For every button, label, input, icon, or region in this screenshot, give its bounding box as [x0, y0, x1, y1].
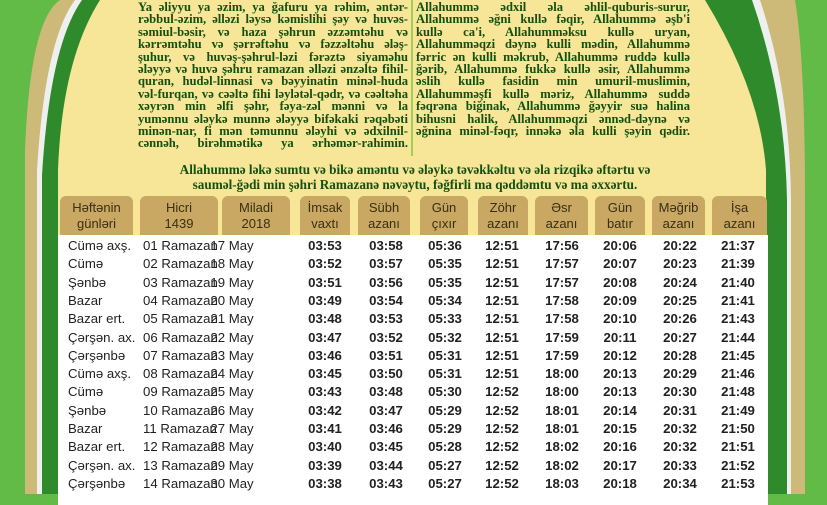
imsak-cell: 03:40	[308, 439, 342, 455]
column-header	[222, 196, 290, 235]
imsak-cell: 03:41	[308, 421, 342, 436]
dua-line: Allahummə ədxil əla əhlil-quburis-surur,	[416, 0, 690, 14]
asr-cell: 18:02	[545, 439, 579, 455]
hijri-date-cell: 09 Ramazan	[143, 384, 218, 400]
sunset-cell: 20:14	[603, 402, 637, 418]
column-header-line: günləri	[76, 215, 117, 231]
zohr-cell: 12:52	[485, 457, 519, 473]
zohr-cell: 12:52	[485, 402, 519, 418]
asr-cell: 18:01	[545, 402, 579, 418]
sunrise-cell: 05:35	[428, 274, 462, 290]
imsak-cell: 03:53	[308, 238, 342, 253]
table-header	[58, 196, 768, 235]
isha-cell: 21:46	[721, 366, 755, 382]
zohr-cell: 12:52	[485, 475, 519, 491]
table-row	[58, 347, 768, 365]
isha-cell: 21:51	[721, 439, 755, 455]
dua-line: Allahumməqzi dəynə kulli mədin, Allahummə	[416, 37, 690, 52]
sunrise-cell: 05:29	[428, 402, 462, 418]
zohr-cell: 12:51	[485, 256, 519, 272]
isha-cell: 21:39	[721, 256, 755, 272]
hijri-date-cell: 10 Ramazan	[143, 402, 218, 418]
imsak-cell: 03:49	[308, 292, 342, 308]
dua-line: quran, hudəl-linnasi və bəyyinatin minəl-huda	[138, 74, 408, 89]
dua-line: əğnina minəl-fəqr, innəkə əla kulli şəyin qədir.	[416, 124, 690, 139]
weekday-cell: Çərşən. ax.	[68, 457, 136, 473]
column-header-line: 2018	[241, 215, 271, 231]
dua-line: əslih kullə fasidin min umuril-muslimin,	[416, 74, 690, 89]
gregorian-date-cell: 20 May	[210, 292, 254, 308]
sunset-cell: 20:12	[603, 347, 637, 363]
table-body	[58, 235, 768, 505]
table-row	[58, 383, 768, 401]
asr-cell: 18:02	[545, 457, 579, 473]
isha-cell: 21:50	[721, 421, 755, 436]
sunrise-cell: 05:28	[428, 439, 462, 455]
sunrise-cell: 05:27	[428, 475, 462, 491]
imsak-cell: 03:52	[308, 256, 342, 272]
table-row	[58, 274, 768, 292]
hijri-date-cell: 12 Ramazan	[143, 439, 218, 455]
maghrib-cell: 20:29	[663, 366, 697, 382]
maghrib-cell: 20:23	[663, 256, 697, 272]
sunrise-cell: 05:36	[428, 238, 462, 253]
table-row	[58, 438, 768, 456]
asr-cell: 17:58	[545, 311, 579, 327]
column-header-line: batır	[606, 215, 633, 231]
column-header-line: Zöhr	[489, 199, 517, 215]
weekday-cell: Bazar ert.	[68, 439, 126, 455]
sunrise-cell: 05:30	[428, 384, 462, 400]
sunrise-cell: 05:34	[428, 292, 462, 308]
column-header	[478, 196, 528, 235]
subh-cell: 03:54	[369, 292, 403, 308]
sunrise-cell: 05:35	[428, 256, 462, 272]
dua-line: vəl-furqan, və cəəltə fihi ləylətəl-qədr, və cəəltəha	[138, 86, 408, 101]
hijri-date-cell: 06 Ramazan	[143, 329, 218, 345]
imsak-cell: 03:43	[308, 384, 342, 400]
column-header-line: Sübh	[368, 199, 400, 215]
sunset-cell: 20:18	[603, 475, 637, 491]
subh-cell: 03:56	[369, 274, 403, 290]
weekday-cell: Şənbə	[68, 274, 107, 290]
maghrib-cell: 20:25	[663, 292, 697, 308]
imsak-cell: 03:42	[308, 402, 342, 418]
isha-cell: 21:37	[721, 238, 755, 253]
dua-line: yumənnu ələykə munnə ələyyə bifəkaki rəqəbəti	[138, 111, 408, 126]
weekday-cell: Bazar	[68, 292, 103, 308]
imsak-cell: 03:47	[308, 329, 342, 345]
hijri-date-cell: 03 Ramazan	[143, 274, 218, 290]
weekday-cell: Bazar ert.	[68, 311, 126, 327]
dua-line: şuhur, və huvəş-şəhrul-ləzi fərəztə siyaməhu	[138, 49, 408, 64]
isha-cell: 21:52	[721, 457, 755, 473]
dua-line: bihusni halik, Allahumməqzi ənnəd-dəynə və	[416, 111, 690, 126]
isha-cell: 21:40	[721, 274, 755, 290]
sunrise-cell: 05:29	[428, 421, 462, 436]
zohr-cell: 12:52	[485, 384, 519, 400]
dua-line: fəqrəna biğinak, Allahummə ğəyyir suə halina	[416, 99, 690, 114]
dua-line: rəbbul-əzim, əlləzi ləysə kəmislihi şəy və huvəs-	[138, 12, 408, 27]
asr-cell: 18:00	[545, 384, 579, 400]
column-header-line: İşa	[730, 199, 749, 215]
zohr-cell: 12:51	[485, 274, 519, 290]
maghrib-cell: 20:33	[663, 457, 697, 473]
column-header-line: azanı	[368, 215, 400, 231]
isha-cell: 21:44	[721, 329, 755, 345]
dua-line: minən-nar, fi mən təmunnu ələyhi və ədxilnil-	[138, 124, 408, 139]
imsak-cell: 03:51	[308, 274, 342, 290]
maghrib-cell: 20:32	[663, 439, 697, 455]
sunrise-cell: 05:31	[428, 347, 462, 363]
column-header-line: İmsak	[307, 199, 343, 215]
sunset-cell: 20:13	[603, 366, 637, 382]
gregorian-date-cell: 17 May	[210, 238, 254, 253]
column-header-line: Miladi	[239, 199, 273, 215]
gregorian-date-cell: 25 May	[210, 384, 254, 400]
maghrib-cell: 20:22	[663, 238, 697, 253]
column-header	[652, 196, 705, 235]
subh-cell: 03:50	[369, 366, 403, 382]
column-header	[712, 196, 767, 235]
zohr-cell: 12:51	[485, 347, 519, 363]
weekday-cell: Çərşənbə	[68, 347, 126, 363]
weekday-cell: Bazar	[68, 421, 103, 436]
zohr-cell: 12:51	[485, 238, 519, 253]
subh-cell: 03:44	[369, 457, 403, 473]
weekday-cell: Cümə	[68, 256, 104, 272]
isha-cell: 21:48	[721, 384, 755, 400]
column-header	[420, 196, 468, 235]
hijri-date-cell: 13 Ramazan	[143, 457, 218, 473]
subh-cell: 03:57	[369, 256, 403, 272]
sunset-cell: 20:06	[603, 238, 637, 253]
weekday-cell: Çərşən. ax.	[68, 329, 136, 345]
dua-line: fərric ən kulli məkrub, Allahummə ruddə kullə	[416, 49, 690, 64]
weekday-cell: Şənbə	[68, 402, 107, 418]
column-header-line: azanı	[545, 215, 578, 231]
dua-line: ğərib, Allahummə fukkə kullə əsir, Allahummə	[416, 62, 690, 77]
asr-cell: 18:03	[545, 475, 579, 491]
dua-right-paragraph	[416, 1, 690, 137]
asr-cell: 18:01	[545, 421, 579, 436]
subh-cell: 03:52	[369, 329, 403, 345]
weekday-cell: Cümə axş.	[68, 238, 132, 253]
weekday-cell: Cümə axş.	[68, 366, 132, 382]
dua-left-paragraph	[138, 1, 408, 150]
column-header-line: Əsr	[551, 199, 572, 215]
gregorian-date-cell: 19 May	[210, 274, 254, 290]
table-row	[58, 237, 768, 255]
imsak-cell: 03:45	[308, 366, 342, 382]
column-header	[300, 196, 350, 235]
column-header-line: Hicri	[166, 199, 192, 215]
sunset-cell: 20:13	[603, 384, 637, 400]
divider	[411, 0, 413, 156]
sunrise-cell: 05:27	[428, 457, 462, 473]
subh-cell: 03:47	[369, 402, 403, 418]
sunset-cell: 20:09	[603, 292, 637, 308]
maghrib-cell: 20:26	[663, 311, 697, 327]
column-header-line: çıxır	[431, 215, 457, 231]
hijri-date-cell: 01 Ramazan	[143, 238, 218, 253]
column-header-line: Gün	[431, 199, 457, 215]
column-header	[358, 196, 410, 235]
dua-line: kərrəmtəhu və şərrəftəhu və fəzzəltəhu ələş-	[138, 37, 408, 52]
isha-cell: 21:45	[721, 347, 755, 363]
zohr-cell: 12:51	[485, 311, 519, 327]
column-header-line: 1439	[164, 215, 194, 231]
column-header	[140, 196, 218, 235]
subh-cell: 03:48	[369, 384, 403, 400]
zohr-cell: 12:51	[485, 366, 519, 382]
column-header-line: Həftənin	[72, 199, 121, 215]
iftar-dua-line: Allahummə ləkə sumtu və bikə aməntu və ələykə təvəkkəltu və əla rizqikə əftərtu və	[179, 162, 651, 177]
prayer-times-table	[58, 196, 768, 491]
dua-line: ələyyə və huvə şəhru ramazan əlləzi ənzəltə fihil-	[138, 62, 408, 77]
sunrise-cell: 05:32	[428, 329, 462, 345]
hijri-date-cell: 04 Ramazan	[143, 292, 218, 308]
column-header-line: vaxtı	[311, 215, 339, 231]
table-row	[58, 457, 768, 475]
gregorian-date-cell: 26 May	[210, 402, 254, 418]
maghrib-cell: 20:32	[663, 421, 697, 436]
sunset-cell: 20:07	[603, 256, 637, 272]
sunset-cell: 20:11	[603, 329, 637, 345]
table-row	[58, 420, 768, 438]
maghrib-cell: 20:34	[663, 475, 697, 491]
column-header-line: Məğrib	[658, 199, 699, 215]
imsak-cell: 03:48	[308, 311, 342, 327]
subh-cell: 03:46	[369, 421, 403, 436]
iftar-dua-line: sauməl-ğədi min şəhri Ramazanə nəvəytu, fəğfirli ma qəddəmtu və ma əxxərtu.	[192, 176, 638, 192]
table-row	[58, 255, 768, 273]
gregorian-date-cell: 18 May	[210, 256, 254, 272]
dua-line: cənnəh, birəhmətikə ya ərhəmər-rahimin.	[138, 136, 408, 151]
sunset-cell: 20:10	[603, 311, 637, 327]
column-header-line: Gün	[607, 199, 633, 215]
column-header-line: azanı	[723, 215, 756, 231]
column-header-line: azanı	[662, 215, 695, 231]
hijri-date-cell: 08 Ramazan	[143, 366, 218, 382]
hijri-date-cell: 05 Ramazan	[143, 311, 218, 327]
dua-line: Allahumməşfi kullə məriz, Allahummə suddə	[416, 86, 690, 101]
gregorian-date-cell: 23 May	[210, 347, 254, 363]
zohr-cell: 12:52	[485, 439, 519, 455]
sunrise-cell: 05:33	[428, 311, 462, 327]
asr-cell: 17:59	[545, 329, 579, 345]
sunset-cell: 20:17	[603, 457, 637, 473]
subh-cell: 03:58	[369, 238, 403, 253]
dua-line: Allahummə əğni kullə fəqir, Allahummə əşb'i	[416, 12, 690, 27]
dua-line: xəyrən min əlfi şəhr, fəya-zəl mənni və la	[138, 99, 408, 114]
maghrib-cell: 20:27	[663, 329, 697, 345]
gregorian-date-cell: 21 May	[210, 311, 254, 327]
isha-cell: 21:53	[721, 475, 755, 491]
column-header-line: azanı	[487, 215, 519, 231]
column-header	[595, 196, 645, 235]
sunset-cell: 20:16	[603, 439, 637, 455]
weekday-cell: Cümə	[68, 384, 104, 400]
hijri-date-cell: 11 Ramazan	[143, 421, 217, 436]
column-header	[535, 196, 588, 235]
dua-line: kullə ca'i, Allahumməksu kullə uryan,	[416, 24, 690, 39]
maghrib-cell: 20:24	[663, 274, 697, 290]
weekday-cell: Çərşənbə	[68, 475, 126, 491]
subh-cell: 03:51	[369, 347, 403, 363]
hijri-date-cell: 02 Ramazan	[143, 256, 218, 272]
dua-line: Ya əliyyu ya əzim, ya ğafuru ya rəhim, əntər-	[138, 0, 408, 14]
asr-cell: 17:57	[545, 274, 579, 290]
asr-cell: 17:59	[545, 347, 579, 363]
gregorian-date-cell: 27 May	[210, 421, 254, 436]
zohr-cell: 12:51	[485, 329, 519, 345]
isha-cell: 21:49	[721, 402, 755, 418]
asr-cell: 18:00	[545, 366, 579, 382]
gregorian-date-cell: 28 May	[210, 439, 254, 455]
table-row	[58, 292, 768, 310]
gregorian-date-cell: 22 May	[210, 329, 254, 345]
asr-cell: 17:56	[545, 238, 579, 253]
dua-line: səmiul-bəsir, və haza şəhrun əzzəmtəhu və	[138, 24, 408, 39]
maghrib-cell: 20:30	[663, 384, 697, 400]
asr-cell: 17:57	[545, 256, 579, 272]
hijri-date-cell: 07 Ramazan	[143, 347, 218, 363]
gregorian-date-cell: 24 May	[210, 366, 254, 382]
table-row	[58, 329, 768, 347]
subh-cell: 03:45	[369, 439, 403, 455]
imsak-cell: 03:46	[308, 347, 342, 363]
subh-cell: 03:53	[369, 311, 403, 327]
zohr-cell: 12:51	[485, 292, 519, 308]
zohr-cell: 12:52	[485, 421, 519, 436]
sunset-cell: 20:15	[603, 421, 637, 436]
isha-cell: 21:41	[721, 292, 755, 308]
table-row	[58, 475, 768, 493]
table-row	[58, 365, 768, 383]
subh-cell: 03:43	[369, 475, 403, 491]
maghrib-cell: 20:28	[663, 347, 697, 363]
isha-cell: 21:43	[721, 311, 755, 327]
maghrib-cell: 20:31	[663, 402, 697, 418]
table-row	[58, 402, 768, 420]
sunset-cell: 20:08	[603, 274, 637, 290]
gregorian-date-cell: 29 May	[210, 457, 254, 473]
table-row	[58, 310, 768, 328]
gregorian-date-cell: 30 May	[210, 475, 254, 491]
hijri-date-cell: 14 Ramazan	[143, 475, 218, 491]
asr-cell: 17:58	[545, 292, 579, 308]
column-header	[60, 196, 133, 235]
sunrise-cell: 05:31	[428, 366, 462, 382]
iftar-dua	[100, 163, 730, 192]
imsak-cell: 03:39	[308, 457, 342, 473]
imsak-cell: 03:38	[308, 475, 342, 491]
